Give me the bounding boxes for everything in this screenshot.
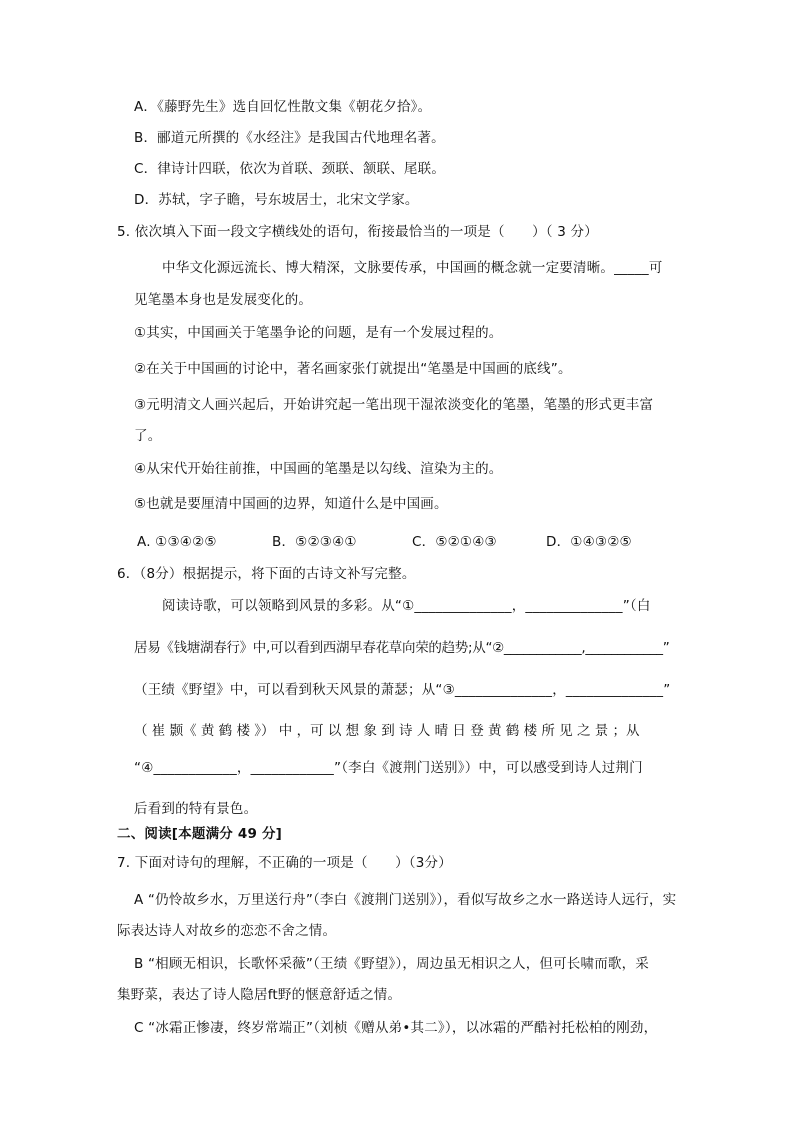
q6-line-5: “④____________，____________”（李白《渡荆门送别》）中，可以感受到诗人过荆门 — [134, 760, 643, 776]
q7-option-a-line-1: A “仍怜故乡水，万里送行舟”（李白《渡荆门送别》），看似写故乡之水一路送诗人远行，实 — [134, 892, 677, 908]
q5-choice-c: C．⑤②①④③ — [412, 534, 497, 550]
q7-stem: 7. 下面对诗句的理解，不正确的一项是（ ）（3分） — [117, 855, 452, 871]
q6-stem: 6．（8分）根据提示，将下面的古诗文补写完整。 — [117, 566, 416, 582]
q5-paragraph-line-2: 见笔墨本身也是发展变化的。 — [134, 292, 313, 308]
q6-line-3: （王绩《野望》中，可以看到秋天风景的萧瑟；从“③______________，______________” — [134, 682, 671, 698]
q4-option-c: C．律诗计四联，依次为首联、颈联、颔联、尾联。 — [134, 161, 446, 177]
q4-option-d: D．苏轼，字子瞻，号东坡居士，北宋文学家。 — [134, 192, 419, 208]
q5-sentence-1: ①其实，中国画关于笔墨争论的问题，是有一个发展过程的。 — [134, 325, 503, 341]
q5-choice-b: B．⑤②③④① — [272, 534, 357, 550]
q6-line-1: 阅读诗歌，可以领略到风景的多彩。从“①______________，______________”（白 — [162, 598, 651, 614]
q7-option-b-line-2: 集野菜，表达了诗人隐居ft野的惬意舒适之情。 — [117, 987, 402, 1003]
q7-option-c-line-1: C “冰霜正惨凄，终岁常端正”（刘桢《赠从弟•其二》），以冰霜的严酷衬托松柏的刚劲， — [134, 1020, 658, 1036]
q6-line-4: （ 崔 颢《 黄 鹤 楼 》） 中 ，可 以 想 象 到 诗 人 晴 日 登 黄 鹤 楼 所 见 之 景 ；从 — [134, 723, 640, 739]
q5-choice-d: D．①④③②⑤ — [546, 534, 632, 550]
q5-choice-a: A. ①③④②⑤ — [137, 534, 217, 550]
q6-line-6: 后看到的特有景色。 — [134, 801, 258, 817]
q7-option-b-line-1: B “相顾无相识，长歌怀采薇”（王绩《野望》），周边虽无相识之人，但可长啸而歌，采 — [134, 956, 649, 972]
section-2-heading: 二、阅读[本题满分 49 分] — [117, 826, 283, 842]
q5-paragraph-line-1: 中华文化源远流长、博大精深，文脉要传承，中国画的概念就一定要清晰。_____可 — [162, 260, 663, 276]
q7-option-a-line-2: 际表达诗人对故乡的恋恋不舍之情。 — [117, 923, 337, 939]
q5-stem: 5. 依次填入下面一段文字横线处的语句，衔接最恰当的一项是（ ）（ 3 分） — [117, 224, 598, 240]
q5-sentence-2: ②在关于中国画的讨论中，著名画家张仃就提出“笔墨是中国画的底线”。 — [134, 361, 572, 377]
q4-option-a: A．《藤野先生》选自回忆性散文集《朝花夕拾》。 — [134, 99, 432, 115]
q5-sentence-3-line-2: 了。 — [134, 428, 162, 444]
q4-option-b: B．郦道元所撰的《水经注》是我国古代地理名著。 — [134, 130, 445, 146]
q5-sentence-5: ⑤也就是要厘清中国画的边界，知道什么是中国画。 — [134, 496, 448, 512]
q5-sentence-3-line-1: ③元明清文人画兴起后，开始讲究起一笔出现干湿浓淡变化的笔墨，笔墨的形式更丰富 — [134, 397, 654, 413]
q5-sentence-4: ④从宋代开始往前推，中国画的笔墨是以勾线、渲染为主的。 — [134, 461, 503, 477]
q6-line-2: 居易《钱塘湖春行》中,可以看到西湖早春花草向荣的趋势;从“②____________,____________” — [134, 640, 670, 656]
